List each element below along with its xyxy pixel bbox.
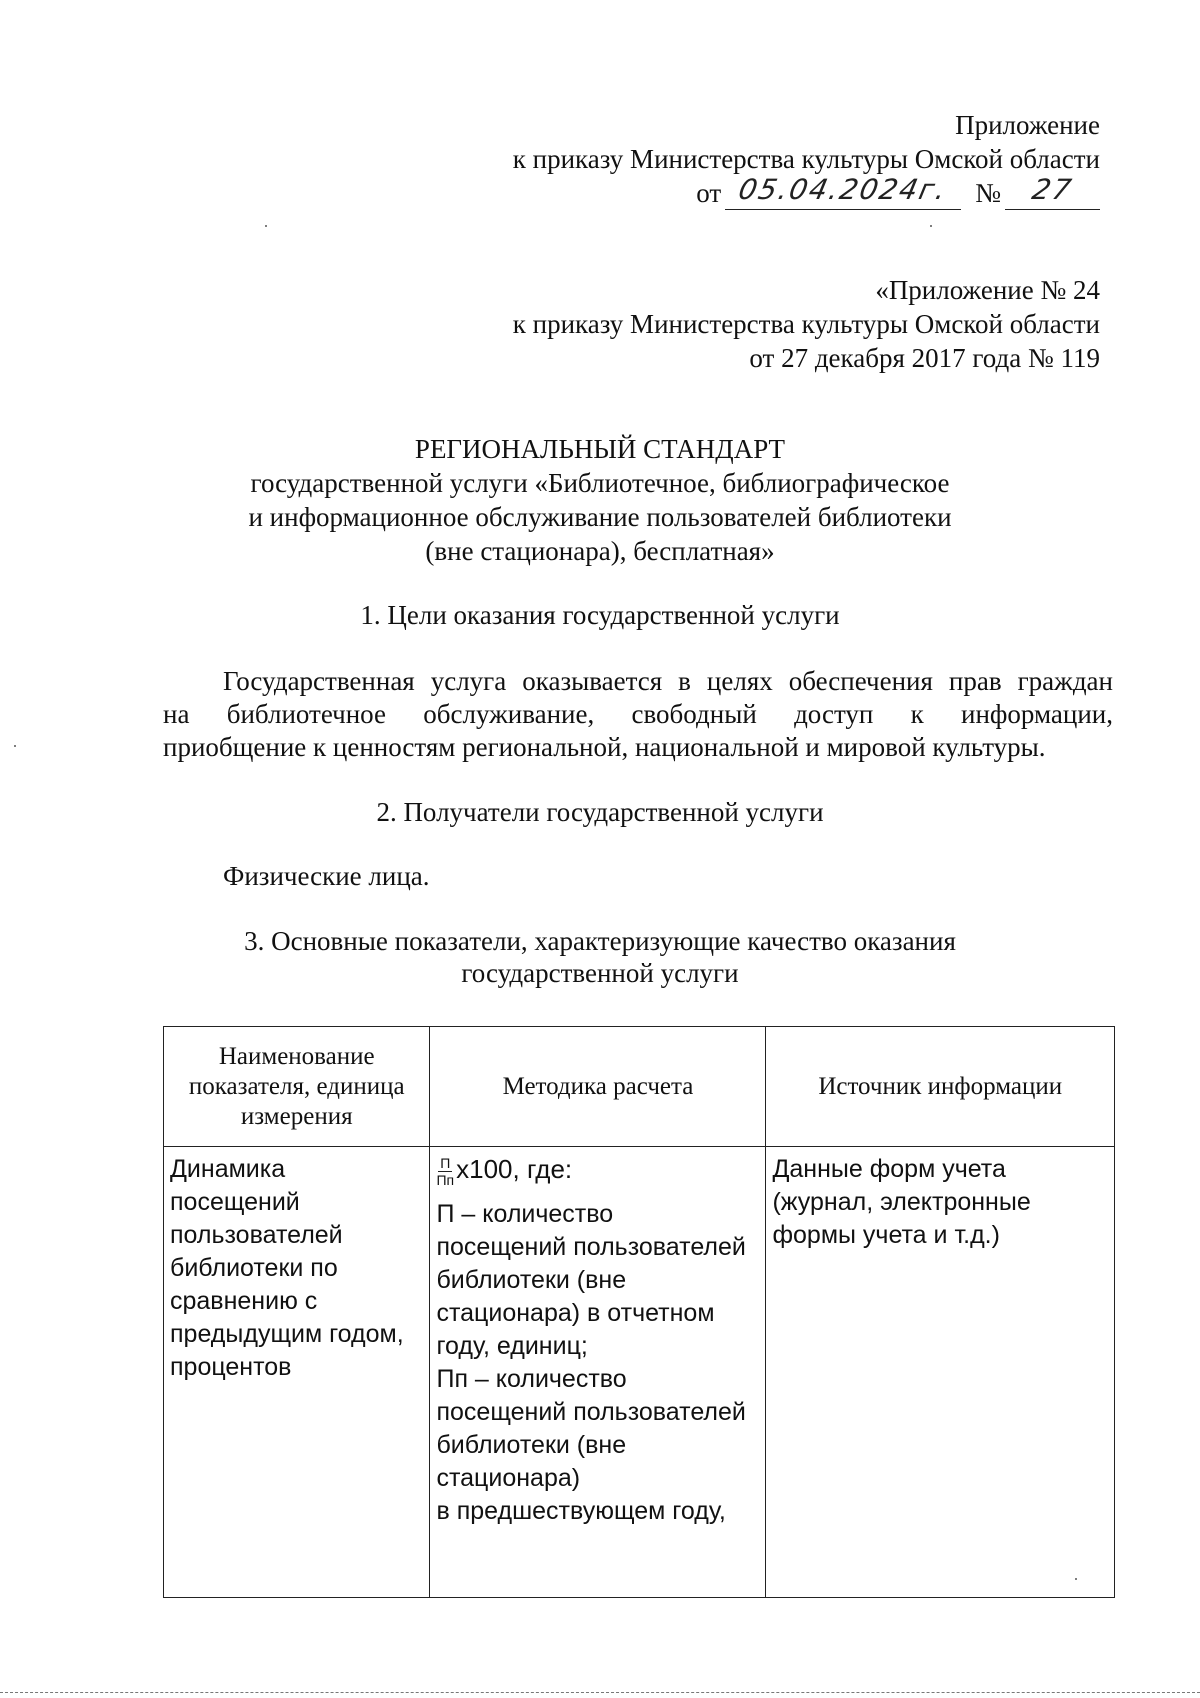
cell-line: предыдущим годом, [170, 1320, 404, 1348]
cell-line: формы учета и т.д.) [772, 1221, 1000, 1249]
number-field [1005, 173, 1100, 210]
indicators-table [163, 1026, 1115, 1598]
cell-line: процентов [170, 1353, 292, 1381]
scan-speck [14, 745, 16, 747]
scan-speck [930, 225, 932, 227]
calculation-method-cell [430, 1147, 766, 1598]
cell-line: посещений [170, 1188, 300, 1216]
table-header-row [164, 1027, 1115, 1147]
cell-line: П – количество [436, 1199, 614, 1228]
cell-line: посещений пользователей [436, 1232, 746, 1261]
scan-speck [1075, 1578, 1077, 1580]
section-2-heading: 2. Получатели государственной услуги [376, 797, 824, 827]
scan-speck [265, 225, 267, 227]
section-1-paragraph [163, 665, 1113, 764]
indicator-name-cell [164, 1147, 430, 1598]
fraction [436, 1155, 454, 1188]
formula [436, 1153, 759, 1188]
appendix-title: Приложение [955, 110, 1100, 140]
fraction-numerator: П [440, 1154, 451, 1171]
cell-line: сравнению с [170, 1287, 318, 1315]
appendix-date-line [696, 173, 1100, 210]
handwritten-number: 27 [1029, 173, 1076, 206]
cell-line: году, единиц; [436, 1331, 588, 1360]
standard-title [0, 432, 1200, 568]
formula-text: х100, где: [456, 1154, 573, 1184]
table-row [164, 1147, 1115, 1598]
fraction-denominator: Пп [436, 1171, 455, 1188]
cell-line: пользователей [170, 1221, 343, 1249]
title-line-2: государственной услуги «Библиотечное, библиографическое [250, 468, 950, 498]
cell-line: стационара) [436, 1463, 581, 1492]
scan-edge-line [0, 1692, 1200, 1693]
para-line-3: приобщение к ценностям региональной, национальной и мировой культуры. [163, 732, 1046, 762]
cell-line: Динамика [170, 1155, 286, 1183]
header-indicator-name [164, 1027, 430, 1147]
header-col1-line: Наименование [218, 1042, 375, 1070]
original-appendix-title: «Приложение № 24 [875, 275, 1100, 305]
cell-line: в предшествующем году, [436, 1496, 726, 1525]
recipients-text: Физические лица. [223, 861, 430, 891]
number-prefix: № [975, 178, 1001, 208]
cell-line: Данные форм учета [772, 1155, 1006, 1183]
header-calculation-method: Методика расчета [430, 1027, 766, 1147]
appendix-order-ref: к приказу Министерства культуры Омской области [512, 144, 1100, 174]
cell-line: (журнал, электронные [772, 1188, 1031, 1216]
title-line-4: (вне стационара), бесплатная» [425, 536, 775, 566]
date-field [725, 173, 961, 210]
original-order-date: от 27 декабря 2017 года № 119 [749, 343, 1100, 373]
title-line-3: и информационное обслуживание пользователей библиотеки [248, 502, 952, 532]
original-order-ref: к приказу Министерства культуры Омской области [512, 309, 1100, 339]
appendix-header [513, 108, 1100, 210]
section-1-heading: 1. Цели оказания государственной услуги [360, 600, 840, 630]
cell-line: библиотеки по [170, 1254, 338, 1282]
title-line-1: РЕГИОНАЛЬНЫЙ СТАНДАРТ [414, 434, 786, 464]
header-information-source: Источник информации [766, 1027, 1115, 1147]
section-3-heading [0, 925, 1200, 989]
original-appendix-header [513, 273, 1100, 375]
para-line-2: на библиотечное обслуживание, свободный доступ к информации, [163, 699, 1113, 729]
cell-line: Пп – количество [436, 1364, 627, 1393]
cell-line: посещений пользователей [436, 1397, 746, 1426]
cell-line: библиотеки (вне [436, 1265, 627, 1294]
header-col1-line: измерения [240, 1102, 353, 1130]
cell-line: библиотеки (вне [436, 1430, 627, 1459]
section-2-text [163, 860, 1113, 893]
handwritten-date: 05.04.2024г. [735, 173, 951, 206]
cell-line: стационара) в отчетном [436, 1298, 715, 1327]
section-3-heading-line-1: 3. Основные показатели, характеризующие качество оказания [244, 926, 956, 956]
information-source-cell [766, 1147, 1115, 1598]
para-line-1: Государственная услуга оказывается в целях обеспечения прав граждан [223, 666, 1113, 696]
date-prefix: от [696, 178, 722, 208]
header-col1-line: показателя, единица [188, 1072, 405, 1100]
section-3-heading-line-2: государственной услуги [461, 958, 739, 988]
